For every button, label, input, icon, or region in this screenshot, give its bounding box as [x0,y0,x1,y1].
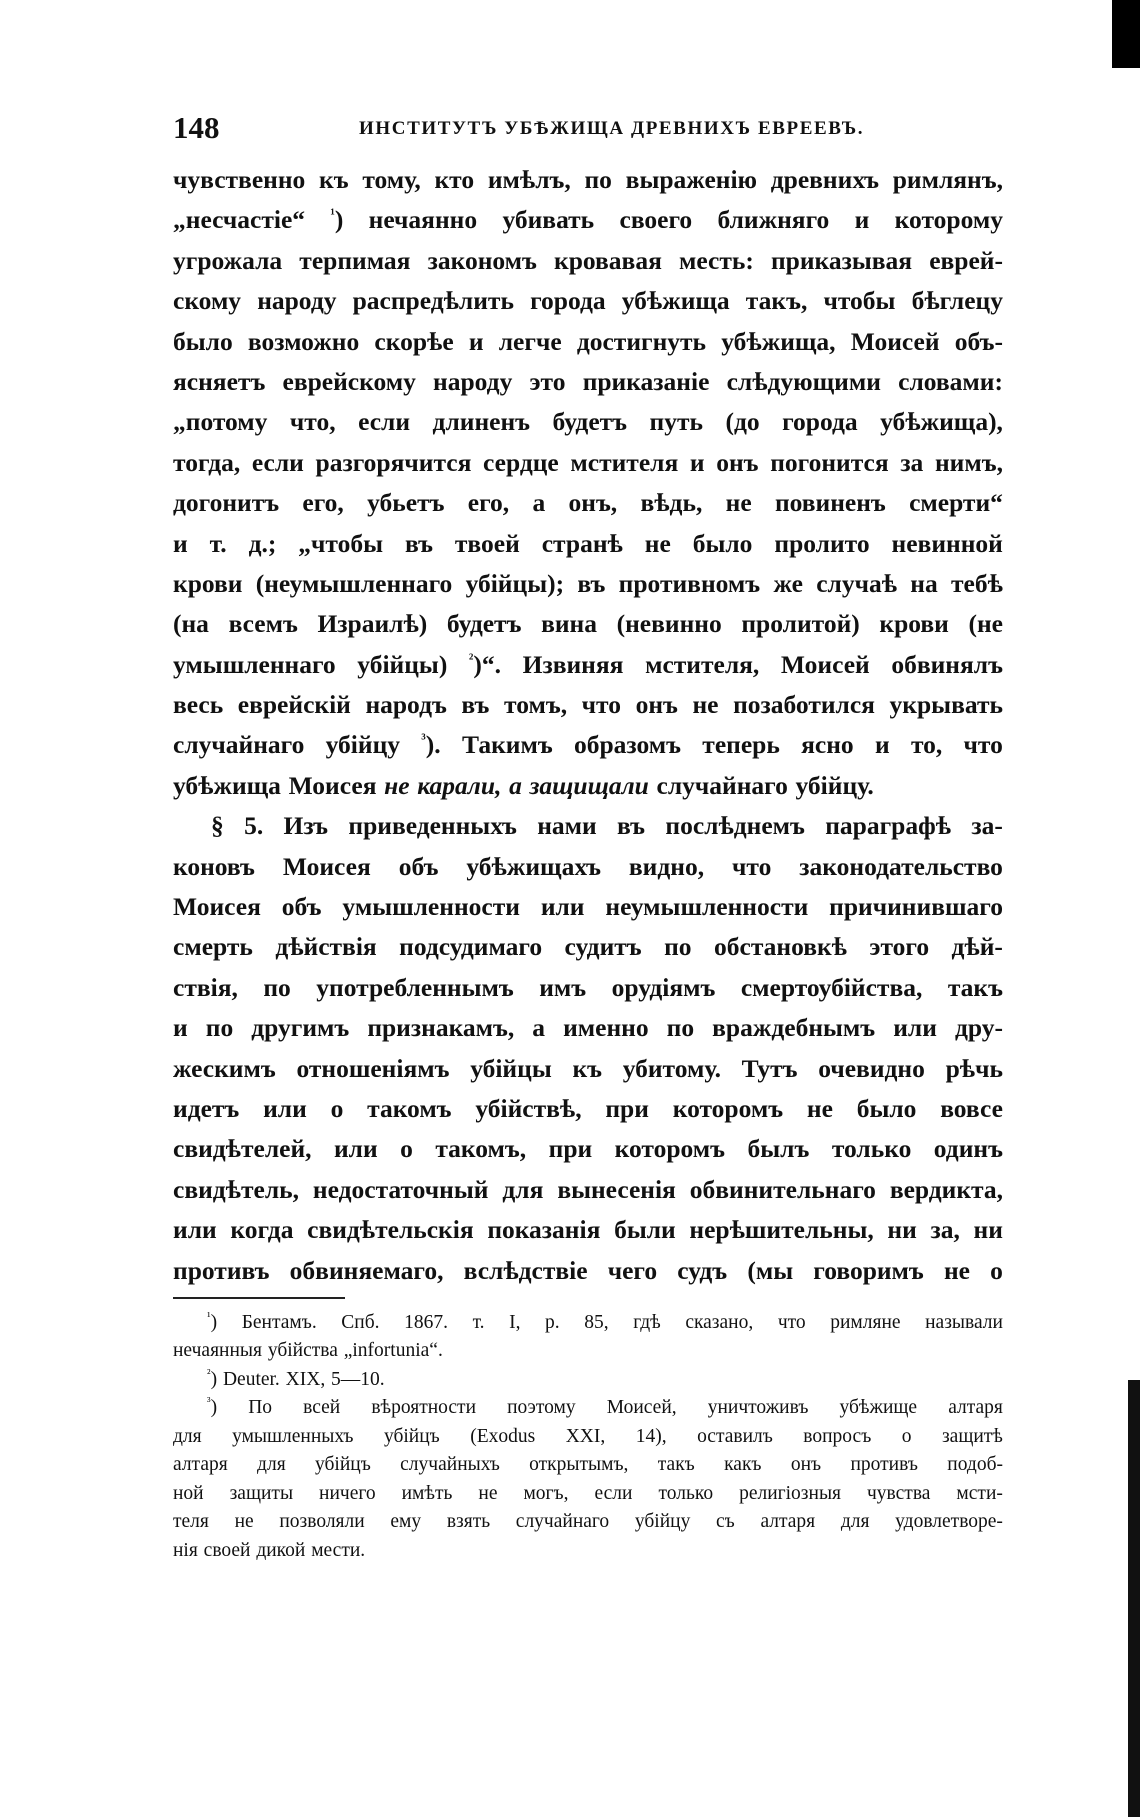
text-line: крови (неумышленнаго убійцы); въ противномъ же случаѣ на тебѣ [173,568,1003,598]
page-header [173,100,1003,160]
footnote-line: для умышленныхъ убійцъ (Exodus XXI, 14), оставилъ вопросъ о защитѣ [173,1425,1003,1447]
text-line: ясняетъ еврейскому народу это приказаніе слѣдующими словами: [173,366,1003,396]
scan-edge-mark-right [1128,1380,1140,1817]
footnote-line: нечаянныя убійства „infortunia“. [173,1340,443,1362]
text-line: догонитъ его, убьетъ его, а онъ, вѣдь, не повиненъ смерти“ [173,488,1003,518]
footnotes [173,1309,1003,1566]
text-line: свидѣтель, недостаточный для вынесенія обвинительнаго вердикта, [173,1174,1003,1204]
footnote-line: нія своей дикой мести. [173,1539,366,1561]
text-line: Моисея объ умышленности или неумышленности причинившаго [173,892,1003,922]
footnote-line: алтаря для убійцъ случайныхъ открытымъ, такъ какъ онъ противъ подоб- [173,1454,1003,1476]
text-line: убѣжища Моисея не карали, а защищали случайнаго убійцу. [173,770,874,800]
footnote-line: теля не позволяли ему взять случайнаго убійцу съ алтаря для удовлетворе- [173,1511,1003,1533]
book-page [173,100,1003,1565]
text-line: угрожала терпимая закономъ кровавая месть: приказывая еврей- [173,245,1003,275]
text-line: (на всемъ Израилѣ) будетъ вина (невинно пролитой) крови (не [173,609,1003,639]
text-line: весь еврейскій народъ въ томъ, что онъ не позаботился укрывать [173,690,1003,720]
text-line: § 5. Изъ приведенныхъ нами въ послѣднемъ параграфѣ за- [211,811,1003,841]
footnote-line: $^{^1}$) Бентамъ. Спб. 1867. т. I, p. 85, гдѣ сказано, что римляне называли [207,1309,1003,1333]
text-line: ствія, по употребленнымъ имъ орудіямъ смертоубійства, такъ [173,972,1003,1002]
main-text [173,160,1003,1291]
text-line: умышленнаго убійцы) $^{^2}$)“. Извиняя мстителя, Моисей обвинялъ [173,649,1003,679]
text-line: коновъ Моисея объ убѣжищахъ видно, что законодательство [173,851,1003,881]
text-line: случайнаго убійцу $^{^3}$). Такимъ образомъ теперь ясно и то, что [173,730,1003,760]
page-number: 148 [173,110,220,145]
text-line: „потому что, если длиненъ будетъ путь (до города убѣжища), [173,407,1003,437]
footnote-line: $^{^2}$) Deuter. XIX, 5—10. [207,1366,385,1390]
text-line: „несчастіе“ $^{^1}$) нечаянно убивать своего ближняго и которому [173,205,1003,235]
running-title: ИНСТИТУТЪ УБѢЖИЩА ДРЕВНИХЪ ЕВРЕЕВЪ. [359,118,865,139]
text-line: скому народу распредѣлить города убѣжища такъ, чтобы бѣглецу [173,286,1003,316]
text-line: и по другимъ признакамъ, а именно по враждебнымъ или дру- [173,1013,1003,1043]
footnote-divider [173,1297,345,1299]
footnote-line: ной защиты ничего имѣть не могъ, если только религіозныя чувства мсти- [173,1482,1003,1504]
text-line: чувственно къ тому, кто имѣлъ, по выраженію древнихъ римлянъ, [173,165,1003,194]
text-line: идетъ или о такомъ убійствѣ, при которомъ не было вовсе [173,1093,1003,1123]
scan-edge-mark-top [1112,0,1140,68]
text-line: жескимъ отношеніямъ убійцы къ убитому. Тутъ очевидно рѣчь [173,1053,1003,1083]
text-line: смерть дѣйствія подсудимаго судитъ по обстановкѣ этого дѣй- [173,932,1003,962]
text-line: свидѣтелей, или о такомъ, при которомъ былъ только одинъ [173,1134,1003,1164]
text-line: или когда свидѣтельскія показанія были нерѣшительны, ни за, ни [173,1215,1003,1245]
footnote-line: $^{^3}$) По всей вѣроятности поэтому Моисей, уничтоживъ убѣжище алтаря [207,1394,1003,1419]
text-line: и т. д.; „чтобы въ твоей странѣ не было пролито невинной [173,528,1003,558]
text-line: противъ обвиняемаго, вслѣдствіе чего судъ (мы говоримъ не о [173,1255,1003,1285]
text-line: тогда, если разгорячится сердце мстителя и онъ погонится за нимъ, [173,447,1003,477]
text-line: было возможно скорѣе и легче достигнуть убѣжища, Моисей объ- [173,326,1003,356]
